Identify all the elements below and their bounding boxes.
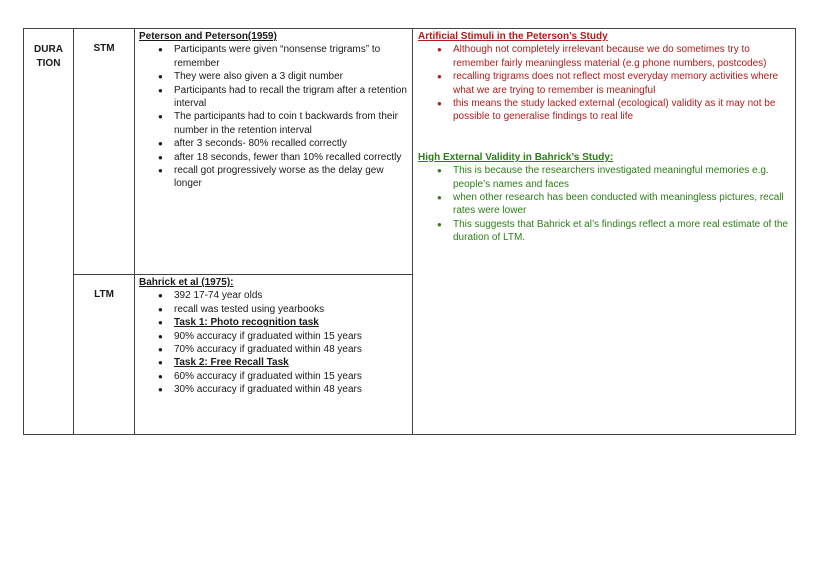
topic-label: DURA TION [34, 44, 63, 69]
list-item: ● 90% accuracy if graduated within 15 years [174, 330, 408, 343]
list-item: ● 60% accuracy if graduated within 15 years [174, 370, 408, 383]
ltm-study-cell [135, 275, 413, 435]
stm-label-cell [74, 29, 135, 275]
notes-table [23, 28, 796, 435]
list-item: ● when other research has been conducted with meaningless pictures, recall rates were lower [453, 191, 791, 218]
stm-bullet-list [139, 43, 408, 190]
bahrick-evaluation-heading: High External Validity in Bahrick’s Study: [418, 151, 614, 163]
ltm-label: LTM [94, 289, 114, 300]
ltm-label-cell [74, 275, 135, 435]
list-item: ● after 18 seconds, fewer than 10% recalled correctly [174, 151, 408, 164]
list-item: ● This is because the researchers investigated meaningful memories e.g. people’s names and faces [453, 164, 791, 191]
list-item: ● This suggests that Bahrick et al’s findings reflect a more real estimate of the duration of LTM. [453, 218, 791, 245]
list-item: ● Task 2: Free Recall Task [174, 356, 408, 369]
stm-heading: Peterson and Peterson(1959) [139, 31, 277, 42]
list-item: ● this means the study lacked external (ecological) validity as it may not be possible to generalise findings to real life [453, 97, 791, 124]
list-item: ● 70% accuracy if graduated within 48 years [174, 343, 408, 356]
list-item: ● Participants were given “nonsense trigrams” to remember [174, 43, 408, 70]
list-item: ● after 3 seconds- 80% recalled correctly [174, 137, 408, 150]
topic-cell [24, 29, 74, 435]
list-item: ● They were also given a 3 digit number [174, 70, 408, 83]
stm-label: STM [93, 43, 115, 54]
peterson-evaluation-heading: Artificial Stimuli in the Peterson’s Study [418, 31, 608, 42]
ltm-bullet-list [139, 289, 408, 396]
list-item: ● 30% accuracy if graduated within 48 years [174, 383, 408, 396]
bahrick-evaluation-list [418, 164, 791, 244]
list-item: ● 392 17-74 year olds [174, 289, 408, 302]
evaluation-cell [413, 29, 796, 435]
list-item: ● Task 1: Photo recognition task [174, 316, 408, 329]
list-item: ● Although not completely irrelevant because we do sometimes try to remember fairly meaningless material (e.g phone numbers, postcodes) [453, 43, 791, 70]
peterson-evaluation-list [418, 43, 791, 123]
list-item: ● recall was tested using yearbooks [174, 303, 408, 316]
list-item: ● Participants had to recall the trigram after a retention interval [174, 84, 408, 111]
list-item: ● recall got progressively worse as the delay gew longer [174, 164, 408, 191]
stm-study-cell [135, 29, 413, 275]
ltm-heading: Bahrick et al (1975): [139, 277, 234, 288]
list-item: ● recalling trigrams does not reflect most everyday memory activities where what we are trying to remember is meaningful [453, 70, 791, 97]
list-item: ● The participants had to coin t backwards from their number in the retention interval [174, 110, 408, 137]
